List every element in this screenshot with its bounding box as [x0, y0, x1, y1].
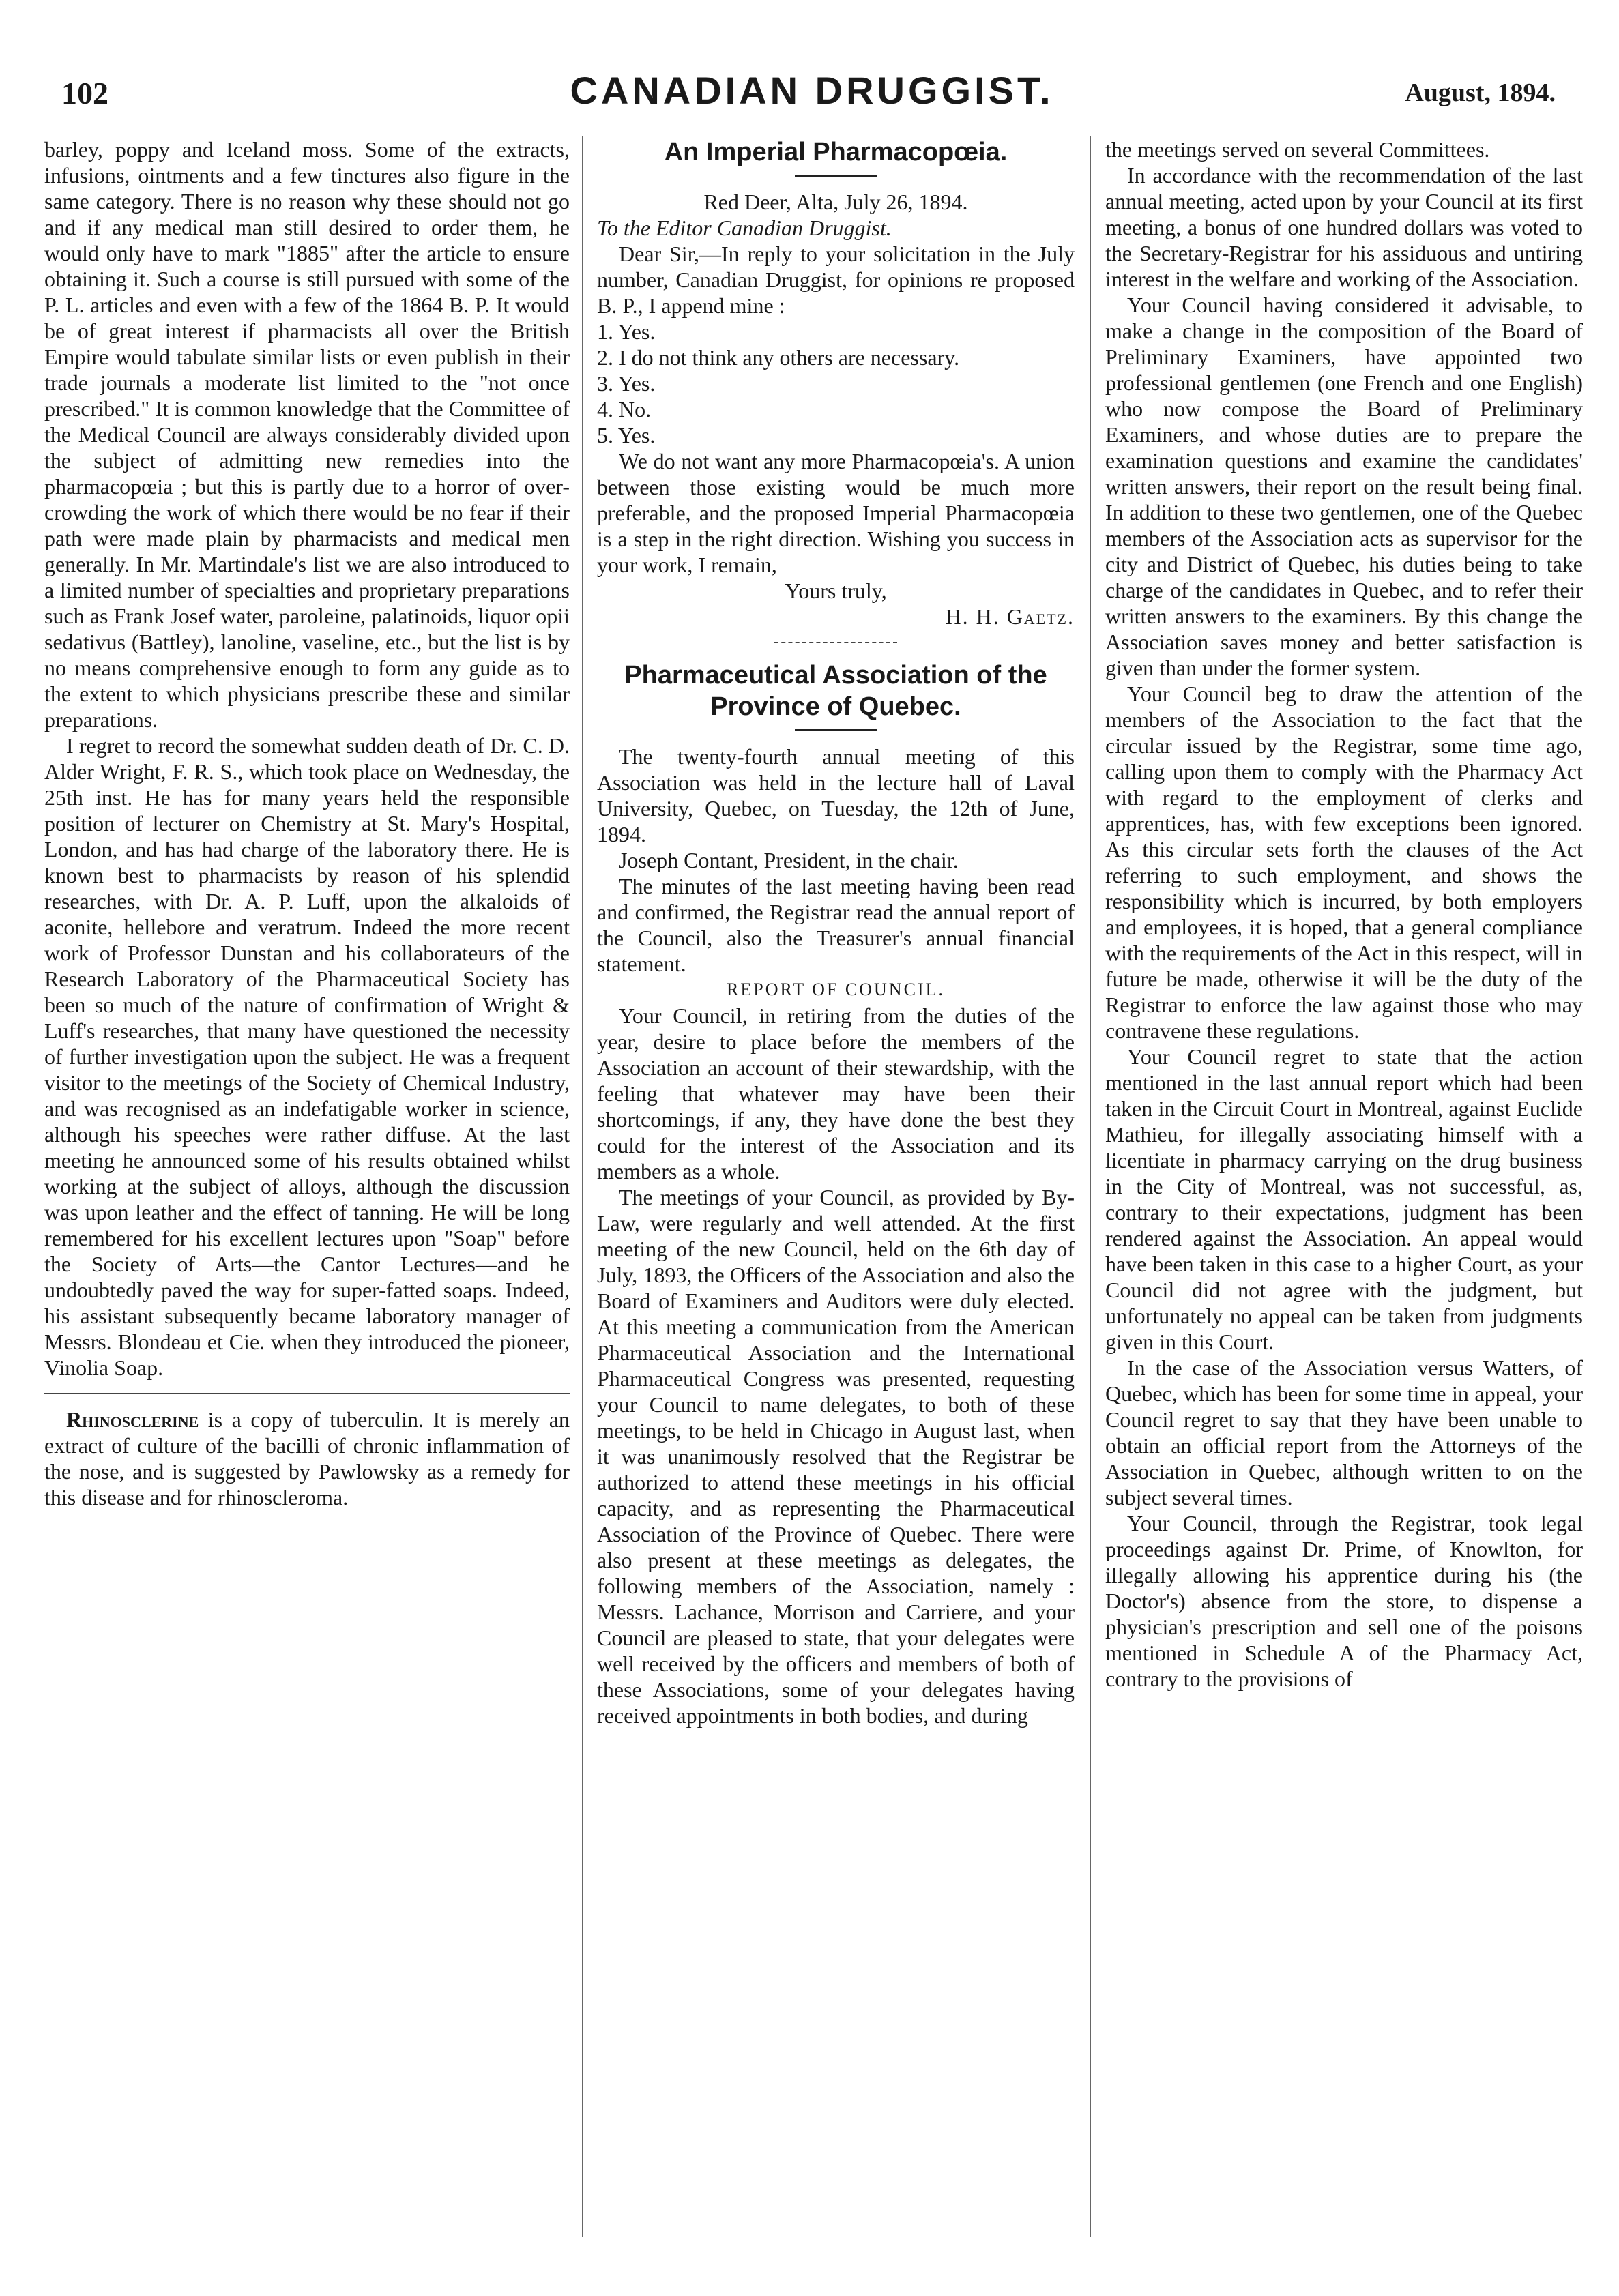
answer-item: 2. I do not think any others are necessary. — [597, 345, 960, 370]
paragraph: Your Council, in retiring from the duties of the year, desire to place before the members of the Association an account of their stewardship, with the feeling that whatever may have been their shortcomings, if any, they have done the best they could for the interest of the Association and its members as a whole. — [597, 1003, 1075, 1183]
letter-signature: H. H. Gaetz. — [945, 604, 1075, 629]
rhinosclerine-paragraph — [44, 1407, 570, 1510]
page-header — [55, 68, 1569, 123]
article-title: An Imperial Pharmacopœia. — [664, 138, 1008, 166]
paragraph: Your Council regret to state that the action mentioned in the last annual report which had been taken in the Circuit Court in Montreal, against Euclide Mathieu, for illegally associating himself with a licentiate in pharmacy carrying on the drug business in the City of Montreal, was not successful, as, contrary to their expectations, judgment has been rendered against the Association. An appeal would have been taken in this case to a higher Court, as your Council did not agree with the judgment, but unfortunately no appeal can be taken from judgments given in this Court. — [1105, 1044, 1583, 1354]
paragraph-text: is a copy of tuberculin. It is merely an extract of culture of the bacilli of chronic inflammation of the nose, and is suggested by Pawlowsky as a remedy for this disease and for rhinoscleroma. — [44, 1407, 570, 1510]
answer-item: 3. Yes. — [597, 371, 656, 396]
section-rule — [774, 642, 897, 643]
middle-column — [597, 136, 1075, 2251]
letter-closing: Yours truly, — [785, 578, 887, 603]
section-rule — [44, 1393, 570, 1394]
paragraph: The meetings of your Council, as provided by By-Law, were regularly and well attended. At the first meeting of the new Council, held on the 6th day of July, 1893, the Officers of the Association and also the Board of Examiners and Auditors were duly elected. At this meeting a communication from the American Pharmaceutical Association and the International Pharmaceutical Congress was presented, requesting your Council to name delegates, to both of these meetings, to be held in Chicago in August last, when it was unanimously resolved that the Registrar be authorized to attend these meetings in his official capacity, and as representing the Pharmaceutical Association of the Province of Quebec. There were also present at these meetings as delegates, the following members of the Association, namely : Messrs. Lachance, Morrison and Carriere, and your Council are pleased to state, that your delegates were well received by the officers and members of both of these Associations, some of your delegates having received appointments in both bodies, and during — [597, 1185, 1075, 1728]
paragraph: The twenty-fourth annual meeting of this Association was held in the lecture hall of Laval University, Quebec, on Tuesday, the 12th of June, 1894. — [597, 744, 1075, 847]
paragraph: The minutes of the last meeting having been read and confirmed, the Registrar read the annual report of the Council, also the Treasurer's annual financial statement. — [597, 874, 1075, 976]
answer-item: 1. Yes. — [597, 319, 656, 344]
paragraph: Your Council beg to draw the attention of the members of the Association to the fact that the circular issued by the Registrar, some time ago, calling upon them to comply with the Pharmacy Act with regard to the employment of clerks and apprentices, has, with few exceptions been ignored. As this circular sets forth the clauses of the Act referring to such employment, and shows the responsibility which is incurred, by both employers and employees, it is hoped, that a general compliance with the requirements of the Act in this respect, will in future be made, otherwise it will be the duty of the Registrar to enforce the law against those who may contravene these regulations. — [1105, 681, 1583, 1043]
issue-date: August, 1894. — [1405, 78, 1556, 107]
journal-title: CANADIAN DRUGGIST. — [570, 69, 1054, 112]
paragraph: I regret to record the somewhat sudden death of Dr. C. D. Alder Wright, F. R. S., which took place on Wednesday, the 25th inst. He has for many years held the responsible position of lecturer on Chemistry at St. Mary's Hospital, London, and has had charge of the laboratory there. He is known best to pharmacists by reason of his splendid researches, with Dr. A. P. Luff, upon the alkaloids of aconite, hellebore and veratrum. Indeed the more recent work of Professor Dunstan and his collaborateurs of the Research Laboratory of the Pharmaceutical Society has been so much of the nature of confirmation of Wright & Luff's researches, that many have questioned the necessity of further investigation upon the subject. He was a frequent visitor to the meetings of the Society of Chemical Industry, and was recognised as an indefatigable worker in science, although his speeches were rather diffuse. At the last meeting he announced some of his results obtained whilst working at the subject of alloys, although the discussion was upon leather and the effect of tanning. He will be long remembered for his excellent lectures upon "Soap" before the Society of Arts—the Cantor Lectures—and he undoubtedly paved the way for super-fatted soaps. Indeed, his assistant subsequently became laboratory manager of Messrs. Blondeau et Cie. when they introduced the pioneer, Vinolia Soap. — [44, 733, 570, 1380]
paragraph: Your Council having considered it advisable, to make a change in the composition of the Board of Preliminary Examiners, have appointed two professional gentlemen (one French and one English) who now compose the Board of Preliminary Examiners, and whose duties are to prepare the examination questions and examine the candidates' written answers, their report on the result being final. In addition to these two gentlemen, one of the Quebec members of the Association acts as supervisor for the city and District of Quebec, his duties being to take charge of the candidates in Quebec, and to refer their written answers to the examiners. By this change the Association saves money and better satisfaction is given than under the former system. — [1105, 293, 1583, 680]
paragraph: the meetings served on several Committees. — [1105, 137, 1490, 162]
paragraph: In the case of the Association versus Watters, of Quebec, which has been for some time in appeal, your Council regret to say that they have been unable to obtain an official report from the Attorneys of the Association in Quebec, although written to on the subject several times. — [1105, 1355, 1583, 1510]
paragraph: Your Council, through the Registrar, took legal proceedings against Dr. Prime, of Knowlton, for illegally allowing his apprentice during his (the Doctor's) absence from the store, to dispense a physician's prescription and sell one of the poisons mentioned in Schedule A of the Pharmacy Act, contrary to the provisions of — [1105, 1511, 1583, 1691]
answer-item: 5. Yes. — [597, 423, 656, 447]
paragraph: Joseph Contant, President, in the chair. — [619, 848, 959, 872]
letter-opening: Dear Sir,—In reply to your solicitation in the July number, Canadian Druggist, for opinions re proposed B. P., I append mine : — [597, 241, 1075, 318]
report-heading: REPORT OF COUNCIL. — [727, 980, 945, 999]
article-title: Pharmaceutical Association of the Province of Quebec. — [624, 661, 1047, 721]
answer-item: 4. No. — [597, 397, 652, 422]
column-divider — [582, 136, 583, 2237]
letter-body: We do not want any more Pharmacopœia's. A union between those existing would be much more preferable, and the proposed Imperial Pharmacopœia is a step in the right direction. Wishing you success in your work, I remain, — [597, 449, 1075, 577]
column-divider — [1090, 136, 1091, 2237]
right-column — [1105, 136, 1583, 2251]
lead-word: Rhinosclerine — [66, 1407, 199, 1432]
page-number: 102 — [61, 76, 108, 111]
paragraph: In accordance with the recommendation of the last annual meeting, acted upon by your Council at its first meeting, a bonus of one hundred dollars was voted to the Secretary-Registrar for his assiduous and untiring interest in the welfare and working of the Association. — [1105, 163, 1583, 291]
dateline: Red Deer, Alta, July 26, 1894. — [703, 190, 968, 214]
left-column — [44, 136, 570, 2251]
title-rule — [795, 729, 877, 731]
addressee: To the Editor Canadian Druggist. — [597, 216, 892, 240]
title-rule — [795, 175, 877, 177]
paragraph: barley, poppy and Iceland moss. Some of the extracts, infusions, ointments and a few tinctures also figure in the same category. There is no reason why these should not go and if any medical man still desired to order them, he would only have to mark "1885" after the article to ensure obtaining it. Such a course is still pursued with some of the P. L. articles and even with a few of the 1864 B. P. It would be of great interest if pharmacists all over the British Empire would tabulate similar lists or even publish in their trade journals a moderate list limited to the "not once prescribed." It is common knowledge that the Committee of the Medical Council are always considerably divided upon the subject of admitting new remedies into the pharmacopœia ; but this is partly due to a horror of over-crowding the work of which there would be no fear if their path were made plain by pharmacists and medical men generally. In Mr. Martindale's list we are also introduced to a limited number of specialties and proprietary preparations such as Frank Josef water, paroleine, palatinoids, liquor opii sedativus (Battley), lanoline, vaseline, etc., but the list is by no means comprehensive enough to form any guide as to the extent to which physicians prescribe these and similar preparations. — [44, 137, 570, 732]
